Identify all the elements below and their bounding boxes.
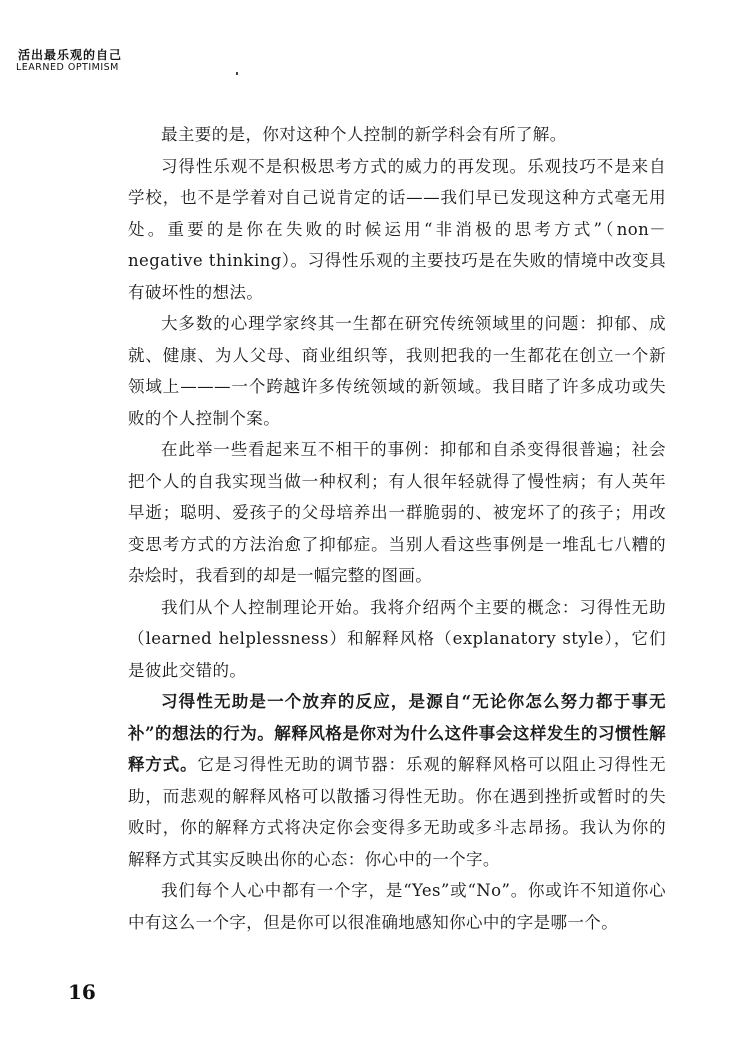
page-body [128,119,666,938]
paragraph: 习得性乐观不是积极思考方式的威力的再发现。乐观技巧不是来自学校，也不是学着对自己说肯定的话——我们早已发现这种方式毫无用处。重要的是你在失败的时候运用“非消极的思考方式”（non－negative thinking）。习得性乐观的主要技巧是在失败的情境中改变具有破坏性的想法。 [128,156,666,302]
page-number: 16 [68,980,96,1004]
paragraph: 在此举一些看起来互不相干的事例：抑郁和自杀变得很普遍；社会把个人的自我实现当做一种权利；有人很年轻就得了慢性病；有人英年早逝；聪明、爱孩子的父母培养出一群脆弱的、被宠坏了的孩子；用改变思考方式的方法治愈了抑郁症。当别人看这些事例是一堆乱七八糟的杂烩时，我看到的却是一幅完整的图画。 [128,440,666,585]
paragraph: 我们从个人控制理论开始。我将介绍两个主要的概念：习得性无助（learned helplessness）和解释风格（explanatory style），它们是彼此交错的。 [128,597,666,680]
regular-text: 它是习得性无助的调节器：乐观的解释风格可以阻止习得性无助，而悲观的解释风格可以散播习得性无助。你在遇到挫折或暂时的失败时，你的解释方式将决定你会变得多无助或多斗志昂扬。我认为你的解释方式其实反映出你的心态：你心中的一个字。 [128,755,666,869]
bold-text: 习得性无助是一个放弃的反应，是源自“无论你怎么努力都于事无补”的想法的行为。解释风格是你对为什么这件事会这样发生的习惯性解释方式。 [128,692,666,774]
paragraph-bold-lead [128,686,666,875]
running-header-title-cn: 活出最乐观的自己 [18,48,123,62]
paragraph: 大多数的心理学家终其一生都在研究传统领域里的问题：抑郁、成就、健康、为人父母、商业组织等，我则把我的一生都花在创立一个新领域上———一个跨越许多传统领域的新领域。我目睹了许多成功或失败的个人控制个案。 [128,314,666,428]
running-header-title-en: LEARNED OPTIMISM [16,62,119,73]
print-speck [236,72,238,75]
paragraph: 我们每个人心中都有一个字，是“Yes”或“No”。你或许不知道你心中有这么一个字，但是你可以很准确地感知你心中的字是哪一个。 [128,881,666,932]
paragraph: 最主要的是，你对这种个人控制的新学科会有所了解。 [161,125,567,144]
